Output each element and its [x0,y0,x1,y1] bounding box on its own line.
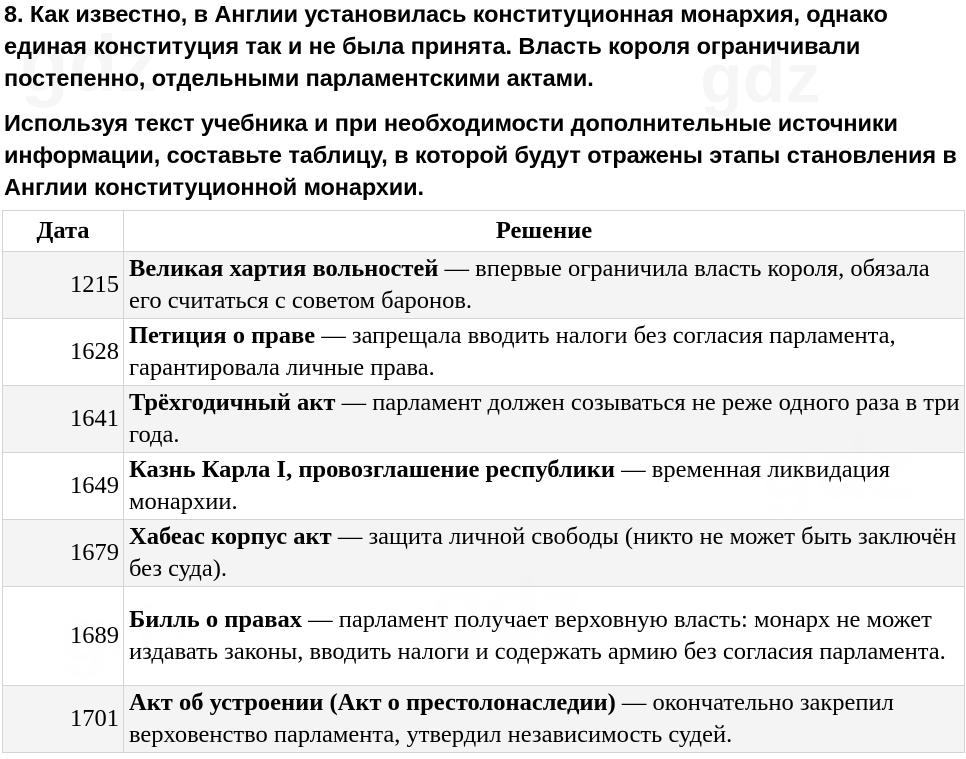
row-term: Трёхгодичный акт [129,389,336,416]
table-row [3,386,965,453]
table-row [3,587,965,686]
row-description: — парламент должен созываться не реже одного раза в три года. [129,389,960,448]
table-row [3,520,965,587]
row-description: — временная ликвидация монархии. [129,456,891,515]
table-row [3,686,965,753]
row-year: 1641 [3,386,124,453]
table-row [3,252,965,319]
task-instruction: Используя текст учебника и при необходимости дополнительные источники информации, составьте таблицу, в которой будут отражены этапы становления в Англии конституционной монархии. [4,110,957,200]
row-description: — окончательно закрепил верховенство парламента, утвердил независимость судей. [129,689,894,748]
header-solution: Решение [124,211,965,252]
row-year: 1701 [3,686,124,753]
row-description: — впервые ограничила власть короля, обязала его считаться с советом баронов. [129,255,930,314]
row-year: 1679 [3,520,124,587]
row-solution [124,686,965,753]
answer-table [2,210,965,753]
row-year: 1628 [3,319,124,386]
row-solution [124,520,965,587]
row-term: Билль о правах [129,606,302,633]
row-year: 1215 [3,252,124,319]
row-year: 1689 [3,587,124,686]
row-term: Акт об устроении (Акт о престолонаследии) [129,689,616,716]
task-text [0,0,966,203]
row-term: Казнь Карла I, провозглашение республики [129,456,616,483]
row-description: — запрещала вводить налоги без согласия парламента, гарантировала личные права. [129,322,896,381]
row-term: Петиция о праве [129,322,316,349]
table-row [3,453,965,520]
row-description: — защита личной свободы (никто не может быть заключён без суда). [129,523,957,582]
row-description: — парламент получает верховную власть: монарх не может издавать законы, вводить налоги и содержать армию без согласия парламента. [129,606,946,665]
row-term: Великая хартия вольностей [129,255,439,282]
row-solution [124,319,965,386]
table-row [3,319,965,386]
row-solution [124,587,965,686]
header-date: Дата [3,211,124,252]
row-solution [124,386,965,453]
row-solution [124,252,965,319]
table-header-row [3,211,965,252]
task-question: 8. Как известно, в Англии установилась конституционная монархия, однако единая конституция так и не была принята. Власть короля ограничивали постепенно, отдельными парламентскими актами. [4,1,888,91]
row-year: 1649 [3,453,124,520]
row-term: Хабеас корпус акт [129,523,332,550]
row-solution [124,453,965,520]
